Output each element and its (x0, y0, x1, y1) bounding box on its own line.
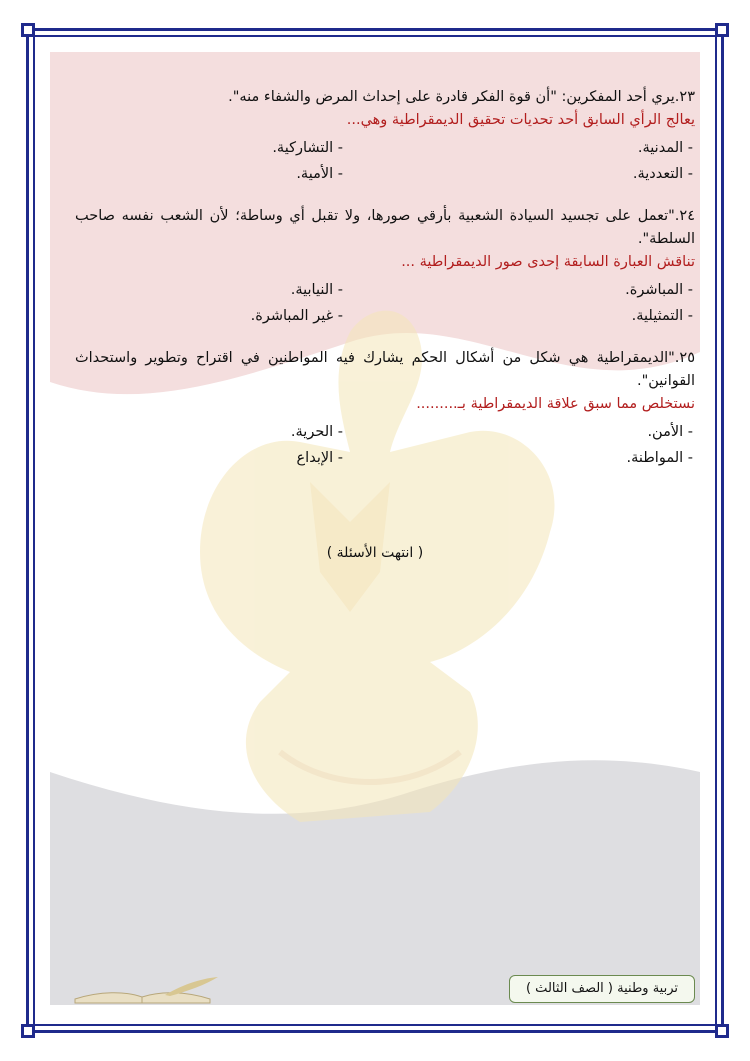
option-item[interactable]: - المواطنة. (626, 450, 693, 466)
question-prompt: يعالج الرأي السابق أحد تحديات تحقيق الديمقراطية وهي... (346, 112, 695, 128)
question-stem: ٢٣.يري أحد المفكرين: "أن قوة الفكر قادرة على إحداث المرض والشفاء منه". (228, 89, 695, 105)
footer-subject-label: تربية وطنية ( الصف الثالث ) (509, 975, 695, 1003)
frame-corner-top-left (21, 23, 35, 37)
question-prompt: تناقش العبارة السابقة إحدى صور الديمقراطية ... (401, 254, 695, 270)
question-prompt: نستخلص مما سبق علاقة الديمقراطية بـ......... (416, 396, 695, 412)
question-25 (75, 347, 695, 471)
options-list (75, 419, 695, 471)
question-24 (75, 205, 695, 329)
option-item[interactable]: - التمثيلية. (631, 308, 693, 324)
question-stem: ٢٥."الديمقراطية هي شكل من أشكال الحكم يشارك فيه المواطنين في اقتراح وتطوير واستحداث القوانين". (75, 350, 695, 389)
option-item[interactable]: - النيابية. (290, 282, 343, 298)
frame-corner-bottom-left (21, 1024, 35, 1038)
question-23 (75, 86, 695, 187)
option-item[interactable]: - التشاركية. (272, 140, 343, 156)
option-item[interactable]: - الإبداع (296, 450, 343, 466)
option-item[interactable]: - غير المباشرة. (250, 308, 343, 324)
end-of-questions-note: ( انتهت الأسئلة ) (326, 545, 424, 561)
option-item[interactable]: - التعددية. (632, 166, 693, 182)
option-item[interactable]: - الأمن. (647, 424, 693, 440)
options-list (75, 277, 695, 329)
options-list (75, 135, 695, 187)
option-item[interactable]: - الحرية. (290, 424, 343, 440)
question-stem: ٢٤."تعمل على تجسيد السيادة الشعبية بأرقي صورها، ولا تقبل أي وساطة؛ لأن الشعب نفسه صاحب السلطة". (75, 208, 695, 247)
option-item[interactable]: - المباشرة. (625, 282, 693, 298)
frame-corner-top-right (715, 23, 729, 37)
questions-section (75, 86, 695, 489)
book-quill-icon (70, 975, 220, 1005)
option-item[interactable]: - المدنية. (637, 140, 693, 156)
frame-corner-bottom-right (715, 1024, 729, 1038)
option-item[interactable]: - الأمية. (296, 166, 343, 182)
